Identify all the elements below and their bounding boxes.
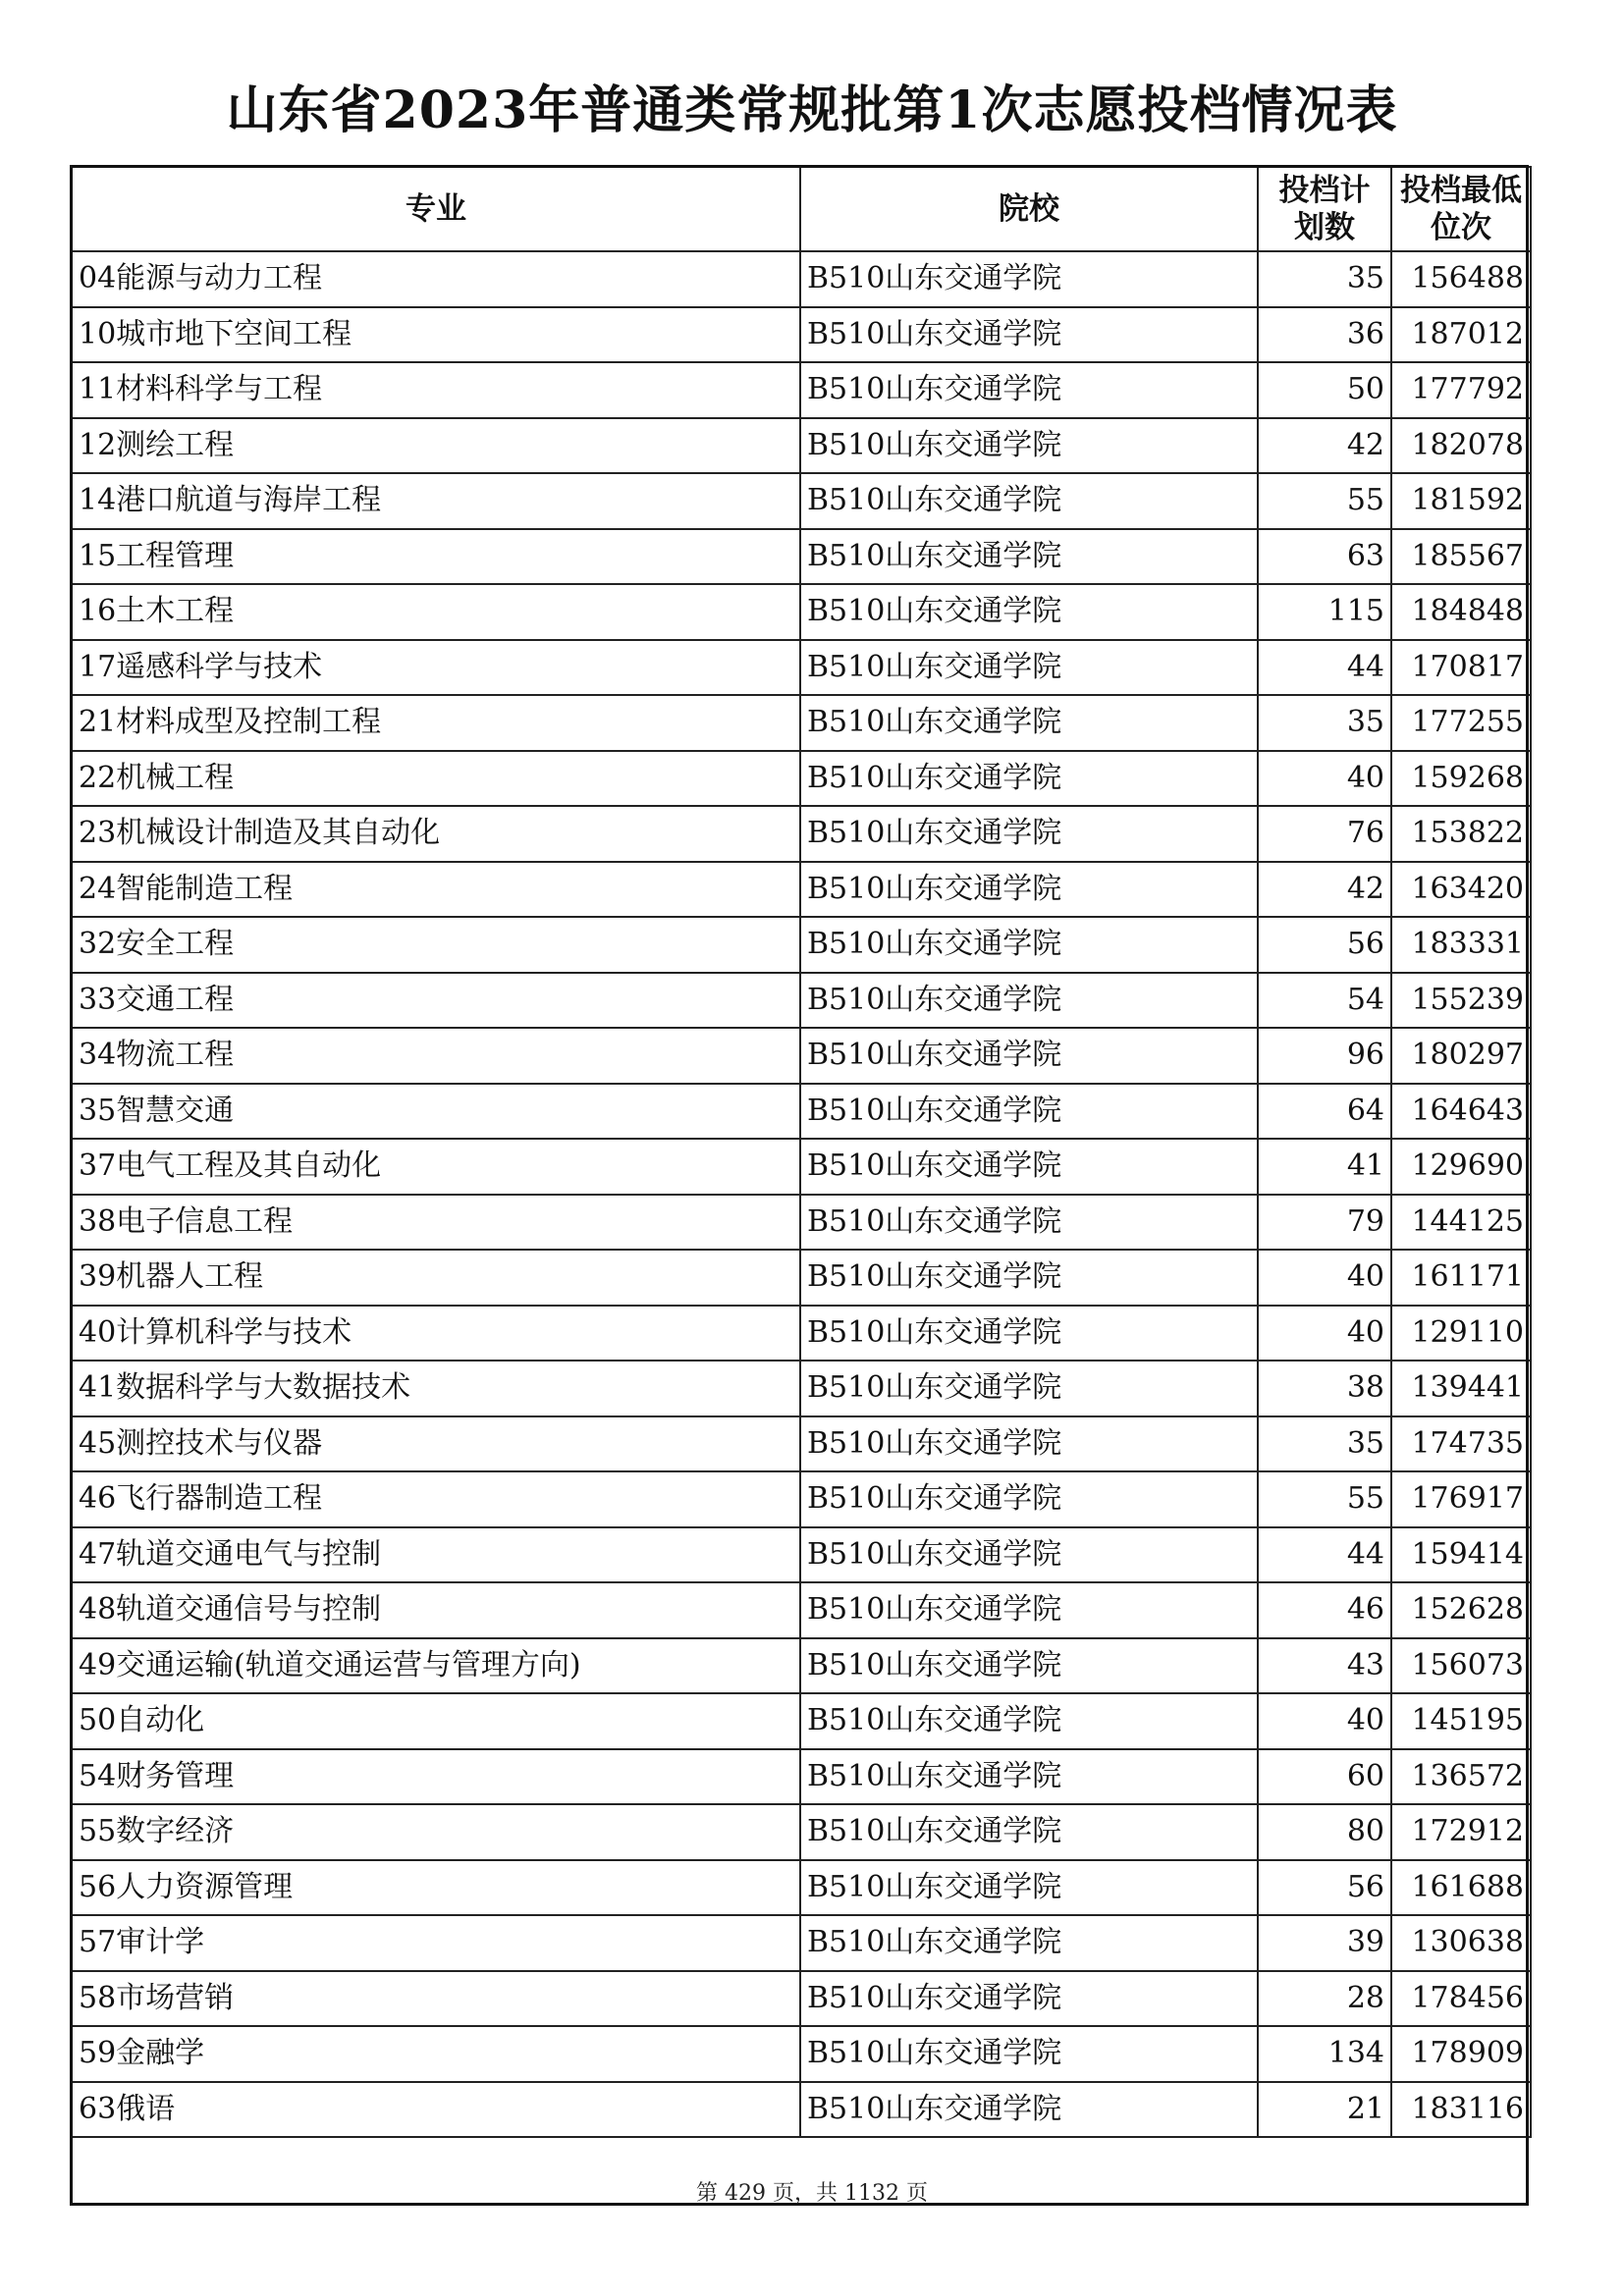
cell-min-rank: 184848 (1391, 584, 1531, 640)
cell-school: B510山东交通学院 (800, 1416, 1258, 1472)
table-row (72, 1361, 1531, 1416)
cell-min-rank: 155239 (1391, 973, 1531, 1029)
cell-school: B510山东交通学院 (800, 751, 1258, 807)
cell-min-rank: 183116 (1391, 2082, 1531, 2138)
cell-major: 49交通运输(轨道交通运营与管理方向) (72, 1638, 800, 1694)
cell-major: 57审计学 (72, 1915, 800, 1971)
cell-min-rank: 183331 (1391, 917, 1531, 973)
cell-school: B510山东交通学院 (800, 1582, 1258, 1638)
cell-plan-count: 35 (1258, 1416, 1391, 1472)
cell-min-rank: 177792 (1391, 362, 1531, 418)
cell-plan-count: 60 (1258, 1749, 1391, 1805)
cell-school: B510山东交通学院 (800, 640, 1258, 696)
cell-school: B510山东交通学院 (800, 1195, 1258, 1251)
table-row (72, 1804, 1531, 1860)
cell-school: B510山东交通学院 (800, 1084, 1258, 1140)
cell-major: 24智能制造工程 (72, 862, 800, 918)
table-row (72, 973, 1531, 1029)
cell-major: 39机器人工程 (72, 1250, 800, 1306)
cell-major: 35智慧交通 (72, 1084, 800, 1140)
cell-plan-count: 21 (1258, 2082, 1391, 2138)
cell-plan-count: 40 (1258, 1250, 1391, 1306)
cell-min-rank: 156073 (1391, 1638, 1531, 1694)
header-school: 院校 (800, 167, 1258, 251)
cell-plan-count: 42 (1258, 862, 1391, 918)
cell-major: 46飞行器制造工程 (72, 1471, 800, 1527)
cell-school: B510山东交通学院 (800, 1250, 1258, 1306)
cell-min-rank: 153822 (1391, 806, 1531, 862)
cell-school: B510山东交通学院 (800, 307, 1258, 363)
table-body (72, 251, 1531, 2137)
table-row (72, 1527, 1531, 1583)
cell-min-rank: 139441 (1391, 1361, 1531, 1416)
cell-major: 22机械工程 (72, 751, 800, 807)
cell-min-rank: 180297 (1391, 1028, 1531, 1084)
cell-plan-count: 55 (1258, 1471, 1391, 1527)
table-row (72, 1139, 1531, 1195)
cell-major: 45测控技术与仪器 (72, 1416, 800, 1472)
cell-school: B510山东交通学院 (800, 1139, 1258, 1195)
table-row (72, 1860, 1531, 1916)
cell-min-rank: 159268 (1391, 751, 1531, 807)
cell-plan-count: 42 (1258, 418, 1391, 474)
table-row (72, 2082, 1531, 2138)
table-row (72, 584, 1531, 640)
cell-min-rank: 178909 (1391, 2026, 1531, 2082)
cell-major: 40计算机科学与技术 (72, 1306, 800, 1362)
cell-major: 59金融学 (72, 2026, 800, 2082)
table-row (72, 1084, 1531, 1140)
cell-major: 10城市地下空间工程 (72, 307, 800, 363)
cell-min-rank: 144125 (1391, 1195, 1531, 1251)
admission-table (71, 166, 1532, 2138)
cell-plan-count: 46 (1258, 1582, 1391, 1638)
cell-min-rank: 161171 (1391, 1250, 1531, 1306)
cell-min-rank: 172912 (1391, 1804, 1531, 1860)
table-row (72, 362, 1531, 418)
cell-min-rank: 170817 (1391, 640, 1531, 696)
table-row (72, 1195, 1531, 1251)
table-header-row (72, 167, 1531, 251)
header-major: 专业 (72, 167, 800, 251)
cell-school: B510山东交通学院 (800, 251, 1258, 307)
cell-school: B510山东交通学院 (800, 2026, 1258, 2082)
cell-school: B510山东交通学院 (800, 973, 1258, 1029)
table-row (72, 1471, 1531, 1527)
cell-school: B510山东交通学院 (800, 1804, 1258, 1860)
cell-school: B510山东交通学院 (800, 862, 1258, 918)
cell-school: B510山东交通学院 (800, 1693, 1258, 1749)
cell-major: 41数据科学与大数据技术 (72, 1361, 800, 1416)
table-row (72, 1028, 1531, 1084)
cell-plan-count: 115 (1258, 584, 1391, 640)
cell-school: B510山东交通学院 (800, 1749, 1258, 1805)
cell-plan-count: 28 (1258, 1971, 1391, 2027)
table-row (72, 1250, 1531, 1306)
cell-plan-count: 44 (1258, 1527, 1391, 1583)
cell-school: B510山东交通学院 (800, 529, 1258, 585)
table-row (72, 806, 1531, 862)
cell-min-rank: 181592 (1391, 473, 1531, 529)
table-row (72, 695, 1531, 751)
cell-major: 32安全工程 (72, 917, 800, 973)
cell-plan-count: 63 (1258, 529, 1391, 585)
cell-school: B510山东交通学院 (800, 584, 1258, 640)
cell-major: 12测绘工程 (72, 418, 800, 474)
cell-min-rank: 178456 (1391, 1971, 1531, 2027)
cell-school: B510山东交通学院 (800, 2082, 1258, 2138)
cell-major: 04能源与动力工程 (72, 251, 800, 307)
cell-min-rank: 136572 (1391, 1749, 1531, 1805)
page-title: 山东省2023年普通类常规批第1次志愿投档情况表 (226, 80, 1398, 140)
cell-min-rank: 129110 (1391, 1306, 1531, 1362)
cell-major: 54财务管理 (72, 1749, 800, 1805)
cell-plan-count: 39 (1258, 1915, 1391, 1971)
cell-school: B510山东交通学院 (800, 1638, 1258, 1694)
cell-min-rank: 187012 (1391, 307, 1531, 363)
cell-major: 34物流工程 (72, 1028, 800, 1084)
cell-school: B510山东交通学院 (800, 1860, 1258, 1916)
cell-plan-count: 38 (1258, 1361, 1391, 1416)
cell-plan-count: 134 (1258, 2026, 1391, 2082)
cell-plan-count: 43 (1258, 1638, 1391, 1694)
cell-major: 58市场营销 (72, 1971, 800, 2027)
cell-plan-count: 40 (1258, 751, 1391, 807)
cell-major: 47轨道交通电气与控制 (72, 1527, 800, 1583)
cell-major: 15工程管理 (72, 529, 800, 585)
cell-plan-count: 50 (1258, 362, 1391, 418)
cell-school: B510山东交通学院 (800, 1028, 1258, 1084)
cell-min-rank: 185567 (1391, 529, 1531, 585)
table-row (72, 2026, 1531, 2082)
table-row (72, 1971, 1531, 2027)
cell-min-rank: 156488 (1391, 251, 1531, 307)
cell-school: B510山东交通学院 (800, 806, 1258, 862)
cell-plan-count: 96 (1258, 1028, 1391, 1084)
cell-plan-count: 79 (1258, 1195, 1391, 1251)
cell-school: B510山东交通学院 (800, 917, 1258, 973)
table-row (72, 529, 1531, 585)
cell-plan-count: 54 (1258, 973, 1391, 1029)
cell-major: 16土木工程 (72, 584, 800, 640)
cell-school: B510山东交通学院 (800, 1527, 1258, 1583)
cell-school: B510山东交通学院 (800, 1971, 1258, 2027)
table-row (72, 473, 1531, 529)
cell-plan-count: 76 (1258, 806, 1391, 862)
table-row (72, 1582, 1531, 1638)
table-row (72, 1638, 1531, 1694)
cell-school: B510山东交通学院 (800, 1361, 1258, 1416)
cell-plan-count: 40 (1258, 1693, 1391, 1749)
cell-plan-count: 64 (1258, 1084, 1391, 1140)
cell-major: 21材料成型及控制工程 (72, 695, 800, 751)
table-row (72, 917, 1531, 973)
cell-min-rank: 130638 (1391, 1915, 1531, 1971)
header-min-rank: 投档最低位次 (1391, 167, 1531, 251)
cell-major: 17遥感科学与技术 (72, 640, 800, 696)
cell-plan-count: 41 (1258, 1139, 1391, 1195)
cell-major: 55数字经济 (72, 1804, 800, 1860)
cell-min-rank: 145195 (1391, 1693, 1531, 1749)
table-row (72, 418, 1531, 474)
cell-plan-count: 35 (1258, 695, 1391, 751)
cell-major: 23机械设计制造及其自动化 (72, 806, 800, 862)
cell-min-rank: 152628 (1391, 1582, 1531, 1638)
cell-min-rank: 161688 (1391, 1860, 1531, 1916)
cell-plan-count: 80 (1258, 1804, 1391, 1860)
cell-min-rank: 176917 (1391, 1471, 1531, 1527)
cell-major: 37电气工程及其自动化 (72, 1139, 800, 1195)
cell-school: B510山东交通学院 (800, 695, 1258, 751)
cell-plan-count: 44 (1258, 640, 1391, 696)
cell-plan-count: 56 (1258, 1860, 1391, 1916)
cell-plan-count: 35 (1258, 251, 1391, 307)
table-row (72, 640, 1531, 696)
cell-plan-count: 55 (1258, 473, 1391, 529)
cell-min-rank: 129690 (1391, 1139, 1531, 1195)
cell-min-rank: 159414 (1391, 1527, 1531, 1583)
header-plan-count: 投档计划数 (1258, 167, 1391, 251)
cell-school: B510山东交通学院 (800, 473, 1258, 529)
cell-major: 50自动化 (72, 1693, 800, 1749)
table-row (72, 862, 1531, 918)
cell-school: B510山东交通学院 (800, 1471, 1258, 1527)
cell-min-rank: 182078 (1391, 418, 1531, 474)
table-row (72, 751, 1531, 807)
cell-school: B510山东交通学院 (800, 1306, 1258, 1362)
page-footer: 第 429 页，共 1132 页 (696, 2181, 928, 2206)
cell-major: 14港口航道与海岸工程 (72, 473, 800, 529)
table-row (72, 1915, 1531, 1971)
cell-school: B510山东交通学院 (800, 1915, 1258, 1971)
cell-major: 11材料科学与工程 (72, 362, 800, 418)
cell-school: B510山东交通学院 (800, 418, 1258, 474)
cell-major: 56人力资源管理 (72, 1860, 800, 1916)
table-row (72, 251, 1531, 307)
cell-min-rank: 164643 (1391, 1084, 1531, 1140)
cell-min-rank: 163420 (1391, 862, 1531, 918)
table-row (72, 1693, 1531, 1749)
table-row (72, 1416, 1531, 1472)
cell-school: B510山东交通学院 (800, 362, 1258, 418)
cell-plan-count: 56 (1258, 917, 1391, 973)
cell-major: 63俄语 (72, 2082, 800, 2138)
cell-major: 48轨道交通信号与控制 (72, 1582, 800, 1638)
table-row (72, 1749, 1531, 1805)
cell-plan-count: 36 (1258, 307, 1391, 363)
cell-plan-count: 40 (1258, 1306, 1391, 1362)
cell-min-rank: 177255 (1391, 695, 1531, 751)
cell-major: 38电子信息工程 (72, 1195, 800, 1251)
table-row (72, 1306, 1531, 1362)
cell-major: 33交通工程 (72, 973, 800, 1029)
table-row (72, 307, 1531, 363)
cell-min-rank: 174735 (1391, 1416, 1531, 1472)
